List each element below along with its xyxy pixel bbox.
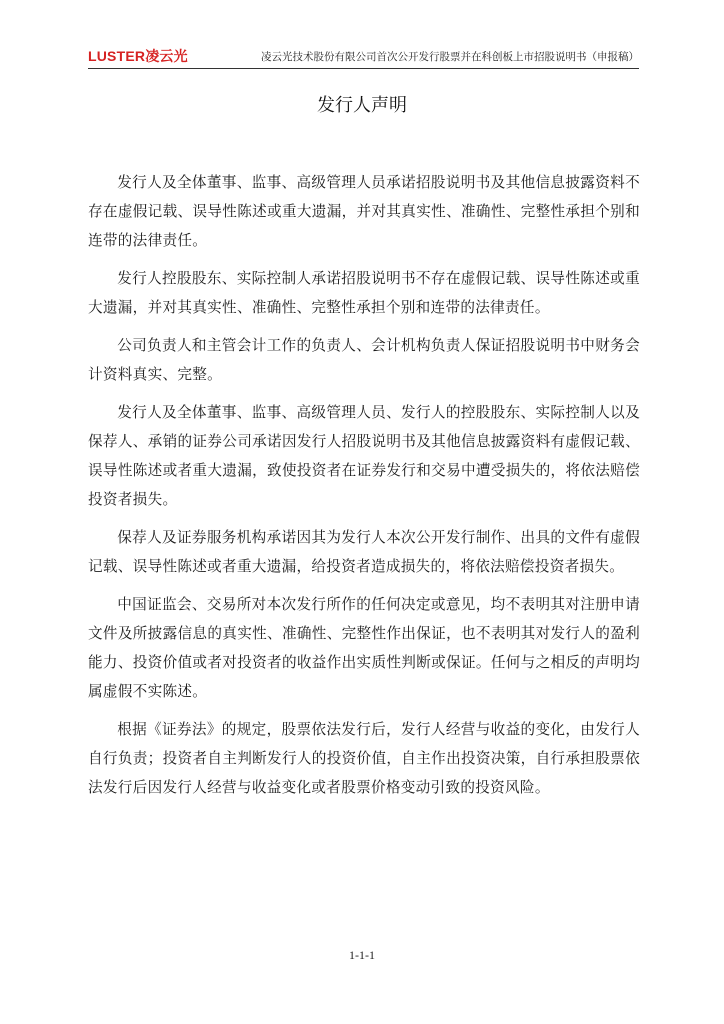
paragraph: 公司负责人和主管会计工作的负责人、会计机构负责人保证招股说明书中财务会计资料真实、完整。	[88, 337, 640, 383]
statement-body	[88, 168, 640, 811]
paragraph: 发行人及全体董事、监事、高级管理人员、发行人的控股股东、实际控制人以及保荐人、承销的证券公司承诺因发行人招股说明书及其他信息披露资料有虚假记载、误导性陈述或者重大遗漏，致使投资者在证券发行和交易中遭受损失的，将依法赔偿投资者损失。	[88, 404, 640, 508]
page-number: 1-1-1	[349, 948, 375, 962]
paragraph: 发行人及全体董事、监事、高级管理人员承诺招股说明书及其他信息披露资料不存在虚假记载、误导性陈述或重大遗漏，并对其真实性、准确性、完整性承担个别和连带的法律责任。	[88, 174, 640, 249]
logo-text-en: LUSTER	[88, 48, 146, 64]
page-title: 发行人声明	[317, 95, 407, 116]
paragraph: 中国证监会、交易所对本次发行所作的任何决定或意见，均不表明其对注册申请文件及所披露信息的真实性、准确性、完整性作出保证，也不表明其对发行人的盈利能力、投资价值或者对投资者的收益作出实质性判断或保证。任何与之相反的声明均属虚假不实陈述。	[88, 596, 640, 700]
logo-text-cn: 凌云光	[145, 48, 188, 64]
paragraph: 保荐人及证券服务机构承诺因其为发行人本次公开发行制作、出具的文件有虚假记载、误导性陈述或者重大遗漏，给投资者造成损失的，将依法赔偿投资者损失。	[88, 529, 640, 575]
company-logo	[88, 48, 188, 64]
paragraph: 发行人控股股东、实际控制人承诺招股说明书不存在虚假记载、误导性陈述或重大遗漏，并对其真实性、准确性、完整性承担个别和连带的法律责任。	[88, 270, 640, 316]
document-header-title: 凌云光技术股份有限公司首次公开发行股票并在科创板上市招股说明书（申报稿）	[261, 51, 639, 63]
paragraph: 根据《证券法》的规定，股票依法发行后，发行人经营与收益的变化，由发行人自行负责；投资者自主判断发行人的投资价值，自主作出投资决策，自行承担股票依法发行后因发行人经营与收益变化或者股票价格变动引致的投资风险。	[88, 721, 640, 796]
page-header	[88, 48, 639, 69]
